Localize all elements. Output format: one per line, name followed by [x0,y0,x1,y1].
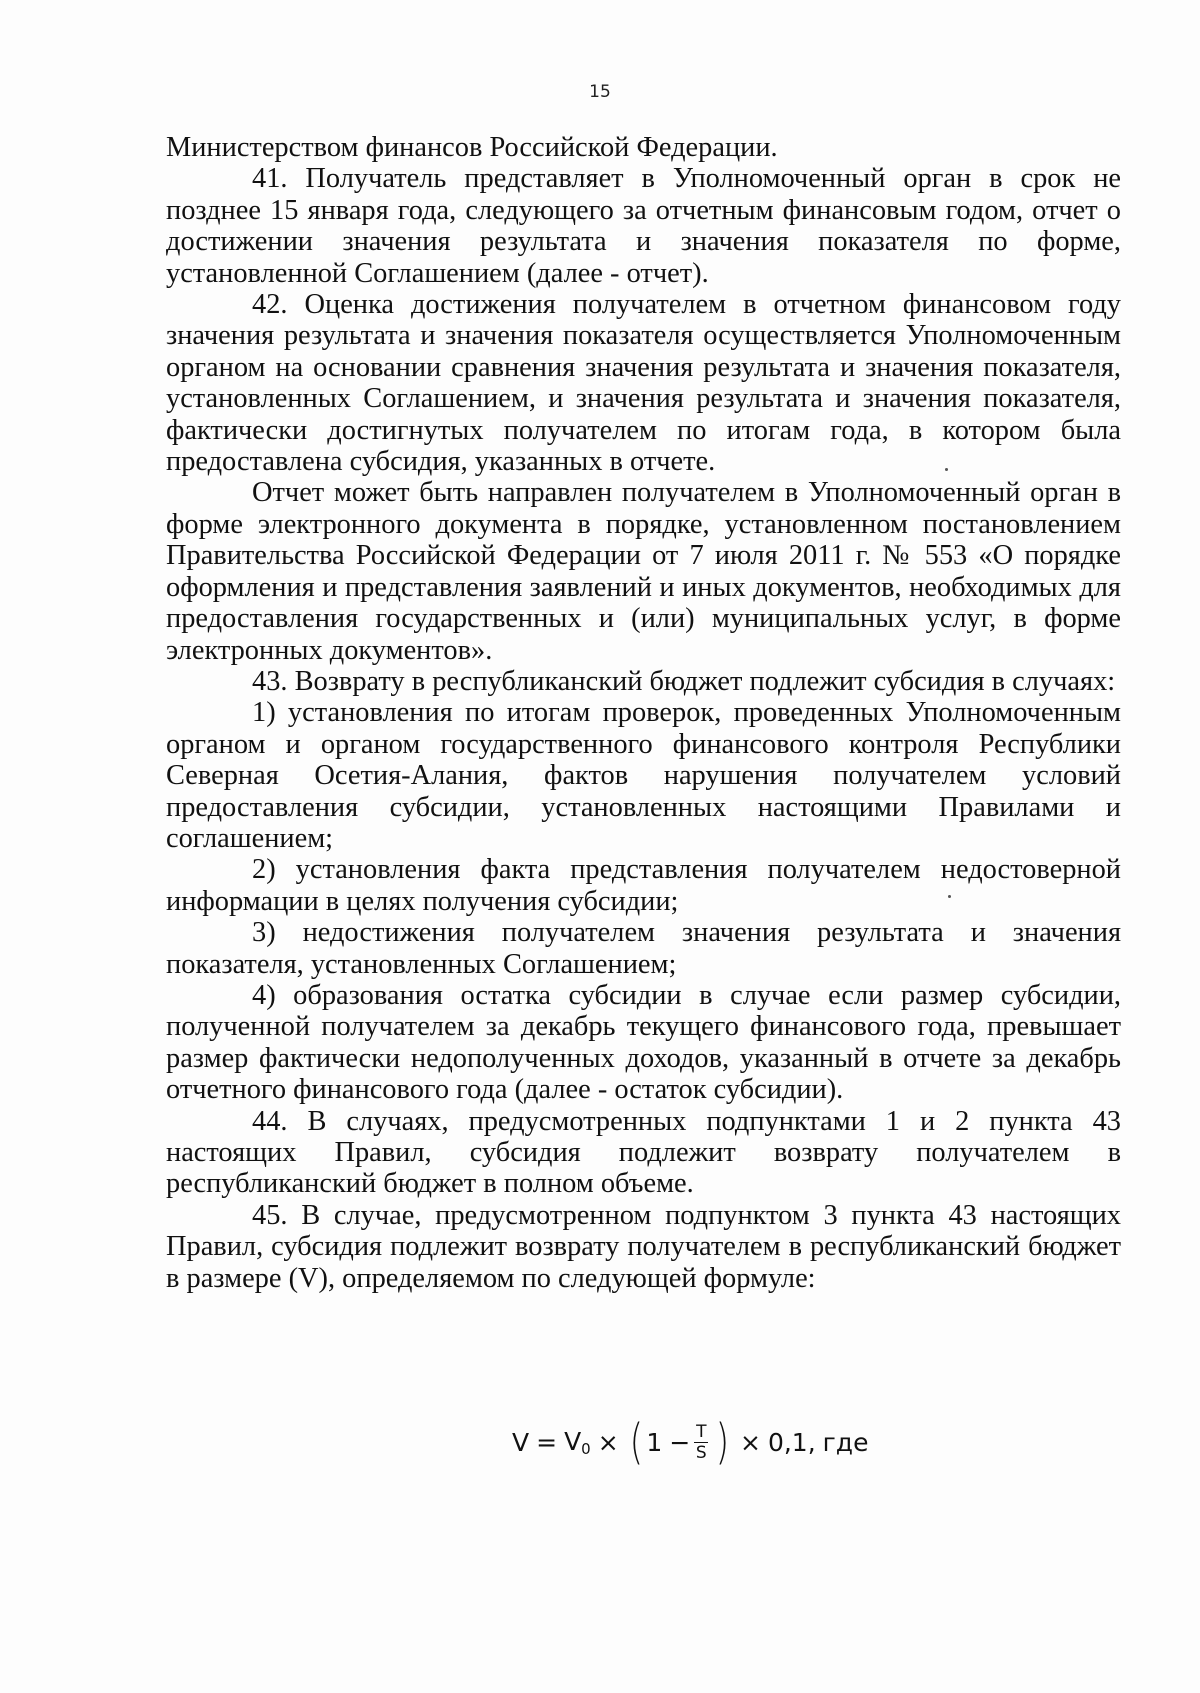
document-body [166,132,1121,1294]
paragraph-42: 42. Оценка достижения получателем в отчетном финансовом году значения результата и значения показателя осуществляется Уполномоченным органом на основании сравнения значения результата и значения показателя, установленных Соглашением, и значения результата и значения показателя, фактически достигнутых получателем по итогам года, в котором была предоставлена субсидия, указанных в отчете. [166,289,1121,478]
formula-tail: где [822,1427,869,1457]
formula-times: × [597,1427,619,1457]
formula-lhs: V [512,1427,530,1457]
scan-speck [945,468,948,471]
formula-v0: $V_0$ [564,1426,591,1458]
formula-close-paren: ) [715,1414,730,1470]
formula-numerator: T [696,1421,707,1442]
paragraph-45: 45. В случае, предусмотренном подпунктом 3 пункта 43 настоящих Правил, субсидия подлежит возврату получателем в республиканский бюджет в размере (V), определяемом по следующей формуле: [166,1199,1121,1294]
formula-equals: = [536,1427,558,1457]
formula-open-paren: ( [629,1414,643,1470]
formula-fraction [694,1423,708,1462]
paragraph-43-item-4: 4) образования остатка субсидии в случае если размер субсидии, полученной получателем за декабрь текущего финансового года, превышает размер фактически недополученных доходов, указанный в отчете за декабрь отчетного финансового года (далее - остаток субсидии). [166,979,1121,1106]
formula-times-2: × [740,1427,761,1457]
formula-minus: − [669,1427,691,1457]
refund-formula [512,1414,869,1470]
paragraph-43: 43. Возврату в республиканский бюджет подлежит субсидия в случаях: [252,665,1116,697]
paragraph-continuation: Министерством финансов Российской Федерации. [166,132,778,163]
formula-denominator: S [695,1442,707,1463]
paragraph-43-item-1: 1) установления по итогам проверок, проведенных Уполномоченным органом и органом государственного финансового контроля Республики Северная Осетия-Алания, фактов нарушения получателем условий предоставления субсидии, установленных настоящими Правилами и соглашением; [166,697,1121,854]
paragraph-43-item-2: 2) установления факта представления получателем недостоверной информации в целях получения субсидии; [166,854,1121,917]
paragraph-44: 44. В случаях, предусмотренных подпунктами 1 и 2 пункта 43 настоящих Правил, субсидия подлежит возврату получателем в республиканский бюджет в полном объеме. [166,1105,1121,1200]
paragraph-41: 41. Получатель представляет в Уполномоченный орган в срок не позднее 15 января года, следующего за отчетным финансовым годом, отчет о достижении значения результата и значения показателя по форме, установленной Соглашением (далее - отчет). [166,163,1121,289]
formula-one: 1 [646,1427,663,1457]
paragraph-43-item-3: 3) недостижения получателем значения результата и значения показателя, установленных Соглашением; [166,917,1121,980]
paragraph-report-format: Отчет может быть направлен получателем в Уполномоченный орган в форме электронного документа в порядке, установленном постановлением Правительства Российской Федерации от 7 июля 2011 г. № 553 «О порядке оформления и представления заявлений и иных документов, необходимых для предоставления государственных и (или) муниципальных услуг, в форме электронных документов». [166,477,1121,666]
scan-speck [948,895,951,898]
page-number: 15 [589,82,611,102]
formula-coefficient: 0,1, [767,1427,816,1457]
